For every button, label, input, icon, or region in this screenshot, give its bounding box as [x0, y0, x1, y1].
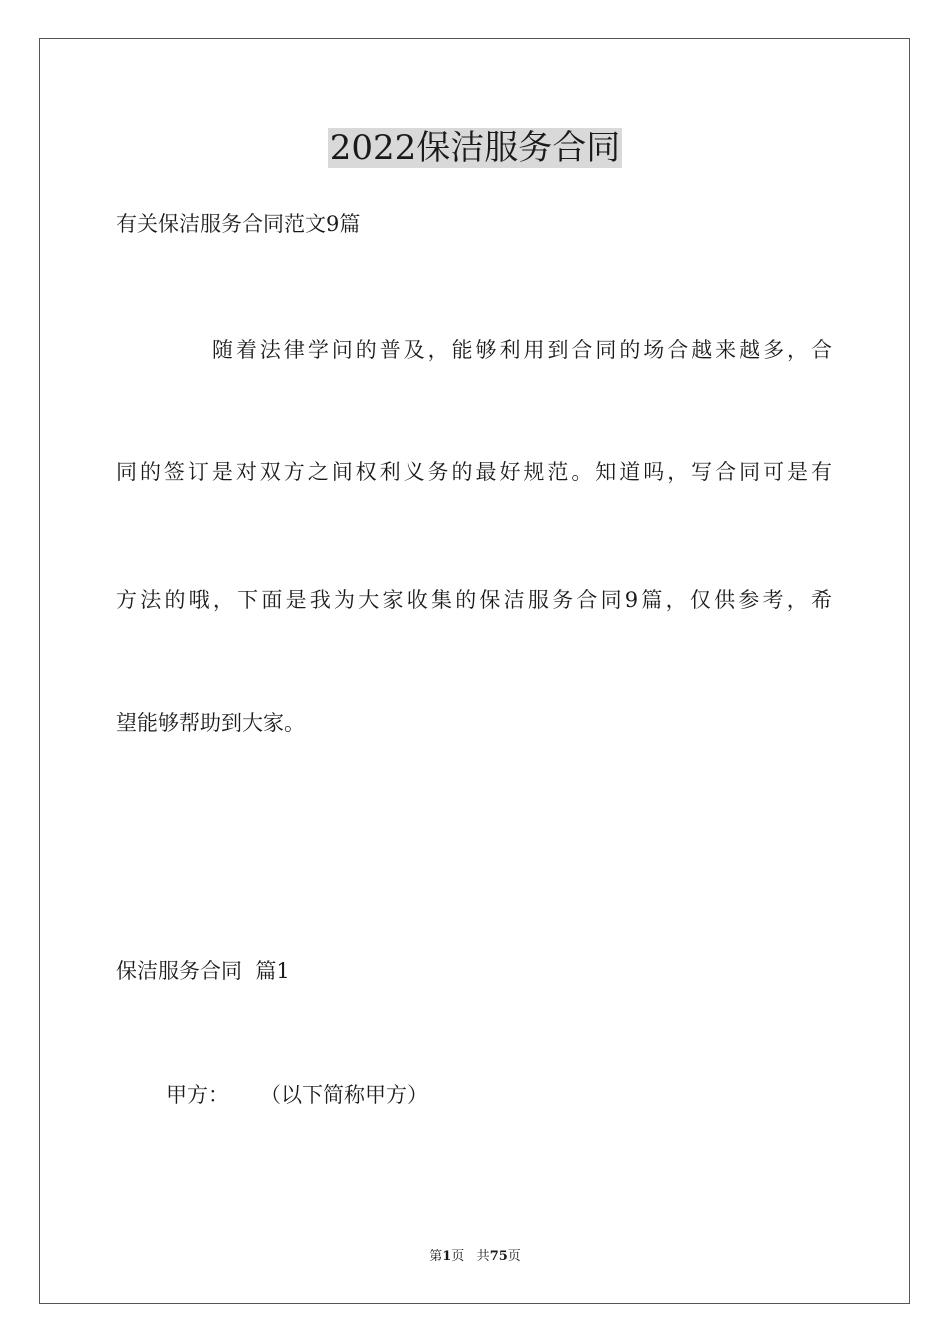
footer-total-suffix: 页 [507, 1249, 521, 1264]
footer-page-number: 1 [442, 1249, 452, 1264]
footer-page-prefix: 第 [429, 1249, 443, 1264]
document-title [0, 126, 950, 170]
footer-page-suffix: 页 [451, 1249, 465, 1264]
document-subtitle: 有关保洁服务合同范文9篇 [116, 212, 361, 236]
section-heading: 保洁服务合同 篇1 [116, 959, 290, 983]
document-title-text: 2022保洁服务合同 [329, 128, 621, 168]
intro-paragraph-line-3: 方法的哦，下面是我为大家收集的保洁服务合同9篇，仅供参考，希 [116, 588, 832, 612]
footer-total-pages: 75 [489, 1249, 508, 1264]
footer-total-prefix: 共 [476, 1249, 490, 1264]
intro-paragraph-line-2: 同的签订是对双方之间权利义务的最好规范。知道吗，写合同可是有 [116, 460, 832, 484]
party-a-note: （以下简称甲方） [260, 1083, 428, 1107]
page-footer [0, 1248, 950, 1266]
intro-paragraph-line-1: 随着法律学问的普及，能够利用到合同的场合越来越多，合 [212, 338, 832, 362]
party-a-label: 甲方： [166, 1083, 229, 1107]
intro-paragraph-line-4: 望能够帮助到大家。 [116, 711, 305, 735]
